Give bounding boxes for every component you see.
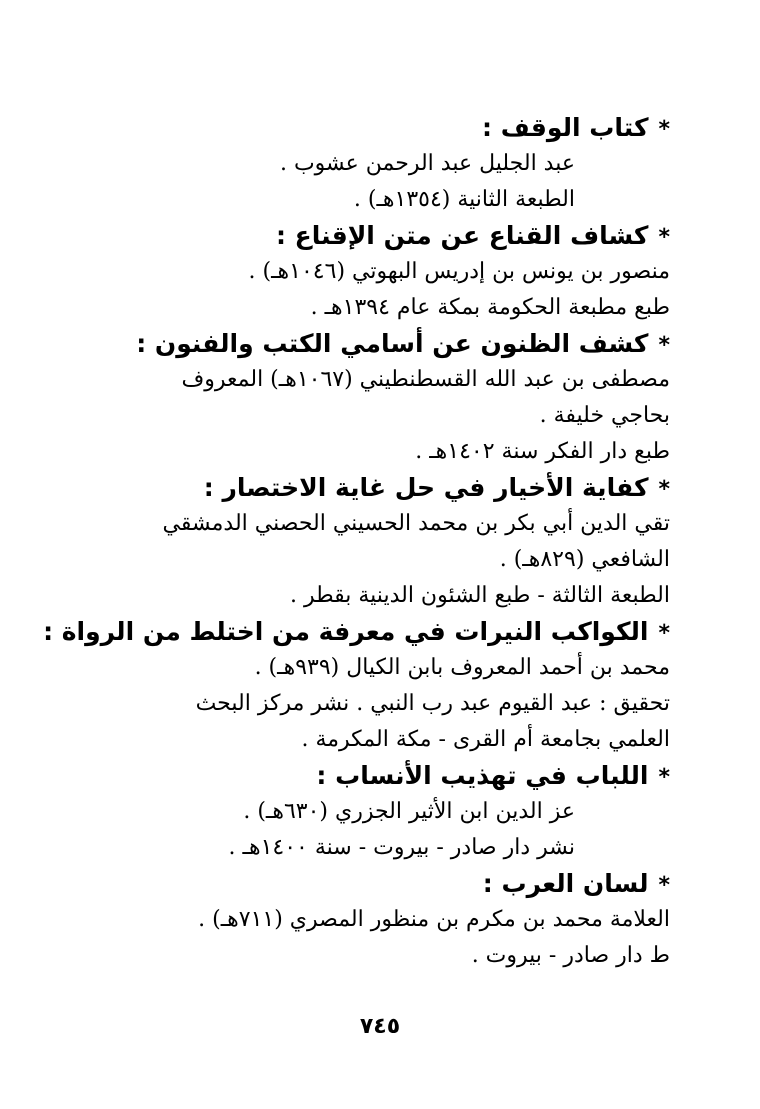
entry-author: محمد بن أحمد المعروف بابن الكيال (٩٣٩هـ) . [254, 655, 670, 680]
page-number: ٧٤٥ [359, 1014, 401, 1039]
entry-title-text: الكواكب النيرات في معرفة من اختلط من الرواة : [43, 617, 649, 646]
entry-title [90, 758, 670, 794]
bullet-star: * [658, 333, 670, 358]
entry-publication: طبع دار الفكر سنة ١٤٠٢هـ . [415, 439, 670, 464]
entry-author: العلامة محمد بن مكرم بن منظور المصري (٧١١هـ) . [198, 907, 670, 932]
bullet-star: * [658, 621, 670, 646]
entry-title-text: اللباب في تهذيب الأنساب : [316, 761, 649, 790]
entry-publication: الطبعة الثانية (١٣٥٤هـ) . [353, 187, 575, 212]
entry-title [90, 866, 670, 902]
entry-title [90, 326, 670, 362]
bullet-star: * [658, 873, 670, 898]
entry-author: مصطفى بن عبد الله القسطنطيني (١٠٦٧هـ) المعروف [181, 367, 670, 392]
entry-author: منصور بن يونس بن إدريس البهوتي (١٠٤٦هـ) . [248, 259, 670, 284]
entry-publication: العلمي بجامعة أم القرى - مكة المكرمة . [301, 727, 670, 752]
entry-editor: تحقيق : عبد القيوم عبد رب النبي . نشر مركز البحث [195, 691, 670, 716]
entry-title [90, 110, 670, 146]
entry-title-text: كشاف القناع عن متن الإقناع : [275, 221, 649, 250]
entry-title-text: لسان العرب : [482, 869, 649, 898]
entry-title [90, 470, 670, 506]
entry-author-continued: الشافعي (٨٢٩هـ) . [499, 547, 670, 572]
entry-title-text: كتاب الوقف : [482, 113, 649, 142]
entry-title [90, 218, 670, 254]
entry-author: عبد الجليل عبد الرحمن عشوب . [279, 151, 575, 176]
entry-title-text: كشف الظنون عن أسامي الكتب والفنون : [136, 329, 649, 358]
entry-author: عز الدين ابن الأثير الجزري (٦٣٠هـ) . [243, 799, 575, 824]
entry-publication: الطبعة الثالثة - طبع الشئون الدينية بقطر . [289, 583, 670, 608]
entry-publication: نشر دار صادر - بيروت - سنة ١٤٠٠هـ . [228, 835, 575, 860]
bullet-star: * [658, 225, 670, 250]
bullet-star: * [658, 117, 670, 142]
entry-title-text: كفاية الأخيار في حل غاية الاختصار : [203, 473, 649, 502]
entry-publication: ط دار صادر - بيروت . [471, 943, 670, 968]
entry-author: تقي الدين أبي بكر بن محمد الحسيني الحصني الدمشقي [162, 511, 670, 536]
bullet-star: * [658, 477, 670, 502]
entry-author-continued: بحاجي خليفة . [539, 403, 670, 428]
bullet-star: * [658, 765, 670, 790]
entry-publication: طبع مطبعة الحكومة بمكة عام ١٣٩٤هـ . [310, 295, 670, 320]
bibliography-page [43, 110, 670, 974]
entry-title [43, 614, 670, 650]
